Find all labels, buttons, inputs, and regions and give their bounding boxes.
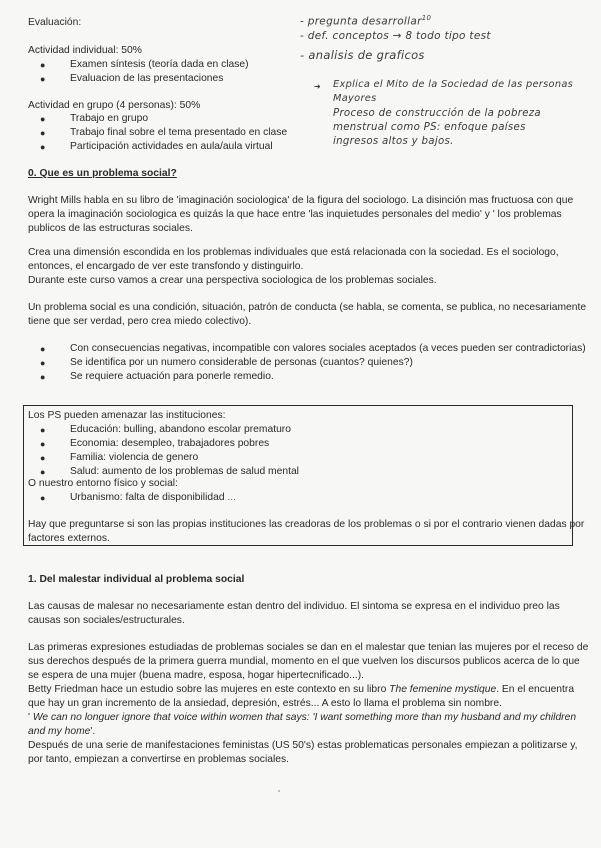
handwritten-note: menstrual como PS: enfoque países xyxy=(333,122,526,133)
paragraph-line: Durante este curso vamos a crear una perspectiva sociologica de los problemas sociales. xyxy=(28,275,437,286)
paragraph-line: Betty Friedman hace un estudio sobre las mujeres en este contexto en su libro The femenine mystique. En el encuentra xyxy=(28,684,575,695)
list-item: ● Trabajo en grupo xyxy=(70,112,148,126)
bullet-icon: ● xyxy=(40,467,46,477)
list-item: ● Trabajo final sobre el tema presentado en clase xyxy=(70,126,287,140)
section-heading: 1. Del malestar individual al problema social xyxy=(28,574,245,585)
list-item: ● Se requiere actuación para ponerle remedio. xyxy=(70,370,274,384)
list-item: ● Participación actividades en aula/aula virtual xyxy=(70,140,273,154)
paragraph-line: Crea una dimensión escondida en los problemas individuales que está relacionada con la sociedad. Es el sociologo, xyxy=(28,247,559,258)
list-item: ● Se identifica por un numero considerable de personas (cuantos? quienes?) xyxy=(70,356,413,370)
paragraph-line: Después de una serie de manifestaciones feministas (US 50's) estas problematicas personales empiezan a politizarse y, xyxy=(28,740,578,751)
arrow-icon: ➜ xyxy=(314,82,322,91)
paragraph-line: tiene que ser verdad, pero crea miedo colectivo). xyxy=(28,316,252,327)
quote-line: and my home'. xyxy=(28,726,96,737)
handwritten-note: Explica el Mito de la Sociedad de las personas xyxy=(333,79,574,90)
evaluation-title: Evaluación: xyxy=(28,17,82,28)
quote-line: ' We can no longuer ignore that voice within women that says: 'I want something more than my husband and my children xyxy=(28,712,577,723)
bullet-icon: ● xyxy=(40,439,46,449)
handwritten-note: - analisis de graficos xyxy=(300,48,425,62)
paragraph-line: se espera de una mujer (buena madre, esposa, hogar hipertecnificado...). xyxy=(28,670,364,681)
list-item: ● Evaluacion de las presentaciones xyxy=(70,72,223,86)
paragraph-line: Un problema social es una condición, situación, patrón de conducta (se habla, se comenta, se publica, no necesariamente xyxy=(28,302,587,313)
box-intro: Los PS pueden amenazar las instituciones: xyxy=(28,410,226,421)
paragraph-line: Wright Mills habla en su libro de 'imaginación sociologica' de la figura del sociologo. La disinción mas fructuosa con que xyxy=(28,195,574,206)
paragraph-line: opera la imaginación sociologica es quizás la que hace entre 'las inquietudes personales del medio' y ' los problemas xyxy=(28,209,562,220)
paragraph-line: que hay un gran incremento de la ansiedad, depresión, estrés... A esto lo llama el problema sin nombre. xyxy=(28,698,502,709)
bullet-icon: ● xyxy=(40,60,46,70)
paragraph-line: publicos de las estructuras sociales. xyxy=(28,223,193,234)
list-item: ● Examen síntesis (teoría dada en clase) xyxy=(70,58,249,72)
list-item: ● Salud: aumento de los problemas de salud mental xyxy=(70,465,299,479)
bullet-icon: ● xyxy=(40,128,46,138)
bullet-icon: ● xyxy=(40,114,46,124)
list-item: ● Educación: bulling, abandono escolar prematuro xyxy=(70,423,291,437)
list-item: ● Economia: desempleo, trabajadores pobres xyxy=(70,437,269,451)
paragraph-line: por tanto, empiezan a convertirse en problemas sociales. xyxy=(28,754,289,765)
section-heading: 0. Que es un problema social? xyxy=(28,168,177,179)
book-title: The femenine mystique xyxy=(389,684,497,695)
paragraph-line: causas son sociales/estructurales. xyxy=(28,615,185,626)
paragraph-line: sus derechos después de la primera guerra mundial, momento en el que vuelven los discursos publicos acerca de lo que xyxy=(28,656,580,667)
paragraph-line: factores externos. xyxy=(28,533,110,544)
list-item: ● Con consecuencias negativas, incompatible con valores sociales aceptados (a veces pueden ser contradictorias) xyxy=(70,342,586,356)
bullet-icon: ● xyxy=(40,372,46,382)
handwritten-note: Proceso de construcción de la pobreza xyxy=(333,108,541,119)
paragraph-line: Las primeras expresiones estudiadas de problemas sociales se dan en el malestar que tenian las mujeres por el receso de xyxy=(28,642,589,653)
individual-heading: Actividad individual: 50% xyxy=(28,45,142,56)
paragraph-line: entonces, el encargado de ver este transfondo y distinguirlo. xyxy=(28,261,304,272)
paragraph-line: Las causas de malesar no necesariamente estan dentro del individuo. El sintoma se expresa en el individuo preo las xyxy=(28,601,560,612)
paragraph-line: Hay que preguntarse si son las propias instituciones las creadoras de los problemas o si por el contrario vienen dadas por xyxy=(28,519,585,530)
handwritten-note: - pregunta desarrollar$^{10}$ xyxy=(300,14,432,28)
bullet-icon: ● xyxy=(40,453,46,463)
list-item: ● Urbanismo: falta de disponibilidad ... xyxy=(70,491,236,505)
handwritten-note: - def. conceptos → 8 todo tipo test xyxy=(300,30,491,42)
bullet-icon: ● xyxy=(40,425,46,435)
handwritten-note: ingresos altos y bajos. xyxy=(333,136,454,147)
bullet-icon: ● xyxy=(40,358,46,368)
bullet-icon: ● xyxy=(40,493,46,503)
bullet-icon: ● xyxy=(40,344,46,354)
list-item: ● Familia: violencia de genero xyxy=(70,451,198,465)
bullet-icon: ● xyxy=(40,74,46,84)
box-env-intro: O nuestro entorno físico y social: xyxy=(28,478,178,489)
bullet-icon: ● xyxy=(40,142,46,152)
handwritten-note: Mayores xyxy=(333,93,377,104)
page-mark xyxy=(278,790,280,792)
group-heading: Actividad en grupo (4 personas): 50% xyxy=(28,100,201,111)
ellipsis-red: ... xyxy=(227,492,237,503)
